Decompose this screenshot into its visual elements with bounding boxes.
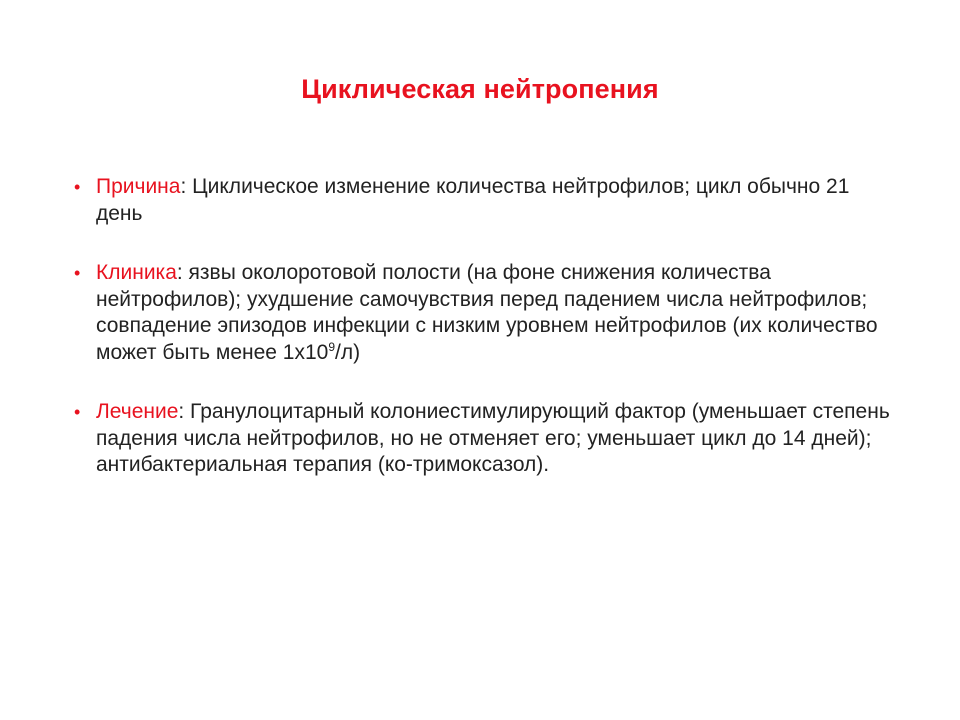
bullet-text-tail: /л) <box>335 340 361 364</box>
bullet-text: : Циклическое изменение количества нейтрофилов; цикл обычно 21 день <box>96 175 850 225</box>
slide-title: Циклическая нейтропения <box>301 74 659 104</box>
bullet-item-clinic <box>74 260 896 366</box>
bullet-list <box>74 174 896 479</box>
bullet-item-cause <box>74 174 896 227</box>
bullet-dot-icon: • <box>74 402 81 422</box>
bullet-dot-icon: • <box>74 177 81 197</box>
bullet-text: : язвы околоротовой полости (на фоне снижения количества нейтрофилов); ухудшение самочувствия перед падением числа нейтрофилов; совпадение эпизодов инфекции с низким уровнем нейтрофилов (их количество может быть менее 1х10 <box>96 261 878 364</box>
bullet-superscript: 9 <box>328 339 336 354</box>
bullet-label: Клиника <box>96 261 177 284</box>
bullet-text: : Гранулоцитарный колониестимулирующий фактор (уменьшает степень падения числа нейтрофилов, но не отменяет его; уменьшает цикл до 14 дней); антибактериальная терапия (ко-тримоксазол). <box>96 400 890 476</box>
bullet-label: Лечение <box>96 400 179 423</box>
bullet-dot-icon: • <box>74 263 81 283</box>
bullet-item-treatment <box>74 399 896 479</box>
bullet-label: Причина <box>96 175 181 198</box>
